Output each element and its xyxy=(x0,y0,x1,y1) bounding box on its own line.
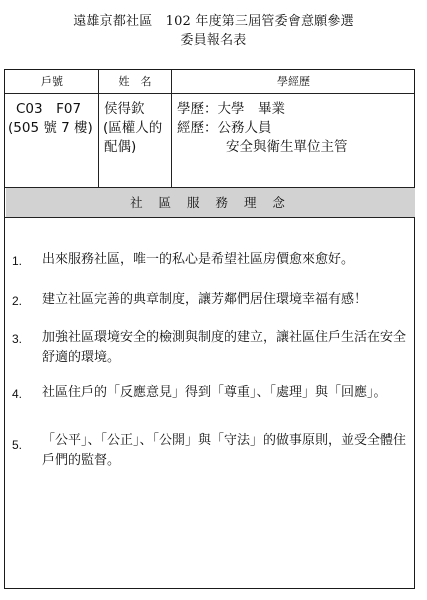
education-line: 學歷：大學 畢業 xyxy=(177,101,285,117)
unit-number: C03 F07 xyxy=(16,101,82,117)
item-1-number: 1. xyxy=(12,254,23,268)
item-5-number: 5. xyxy=(12,438,23,452)
experience-detail: 安全與衛生單位主管 xyxy=(226,139,348,155)
column-header-unit: 戶號 xyxy=(41,75,63,88)
column-header-name: 姓 名 xyxy=(118,75,152,88)
item-2-text: 建立社區完善的典章制度，讓芳鄰們居住環境幸福有感！ xyxy=(42,292,368,307)
form-subtitle: 委員報名表 xyxy=(180,33,247,48)
column-header-background: 學經歷 xyxy=(277,75,310,88)
item-2-number: 2. xyxy=(12,294,23,308)
candidate-relation-cont: 配偶) xyxy=(104,139,137,155)
candidate-relation: (區權人的 xyxy=(103,120,163,136)
unit-address: (505 號 7 樓) xyxy=(8,120,93,136)
form-title: 遠雄京都社區 102 年度第三屆管委會意願參選 xyxy=(73,14,354,29)
section-bar-divider xyxy=(5,217,414,218)
header-row-divider xyxy=(5,93,414,94)
section-title: 社 區 服 務 理 念 xyxy=(130,195,291,210)
item-4-number: 4. xyxy=(12,387,23,401)
item-3-text: 加強社區環境安全的檢測與制度的建立，讓社區住戶生活在安全舒適的環境。 xyxy=(42,330,407,365)
candidate-name: 侯得欽 xyxy=(104,101,145,117)
item-1-text: 出來服務社區，唯一的私心是希望社區房價愈來愈好。 xyxy=(42,252,355,267)
item-5-text: 「公平」、「公正」、「公開」與「守法」的做事原則，並受全體住戶們的監督。 xyxy=(42,433,407,468)
experience-line: 經歷：公務人員 xyxy=(177,120,272,136)
item-3-number: 3. xyxy=(12,332,23,346)
item-4-text: 社區住戶的「反應意見」得到「尊重」、「處理」與「回應」。 xyxy=(42,385,387,400)
